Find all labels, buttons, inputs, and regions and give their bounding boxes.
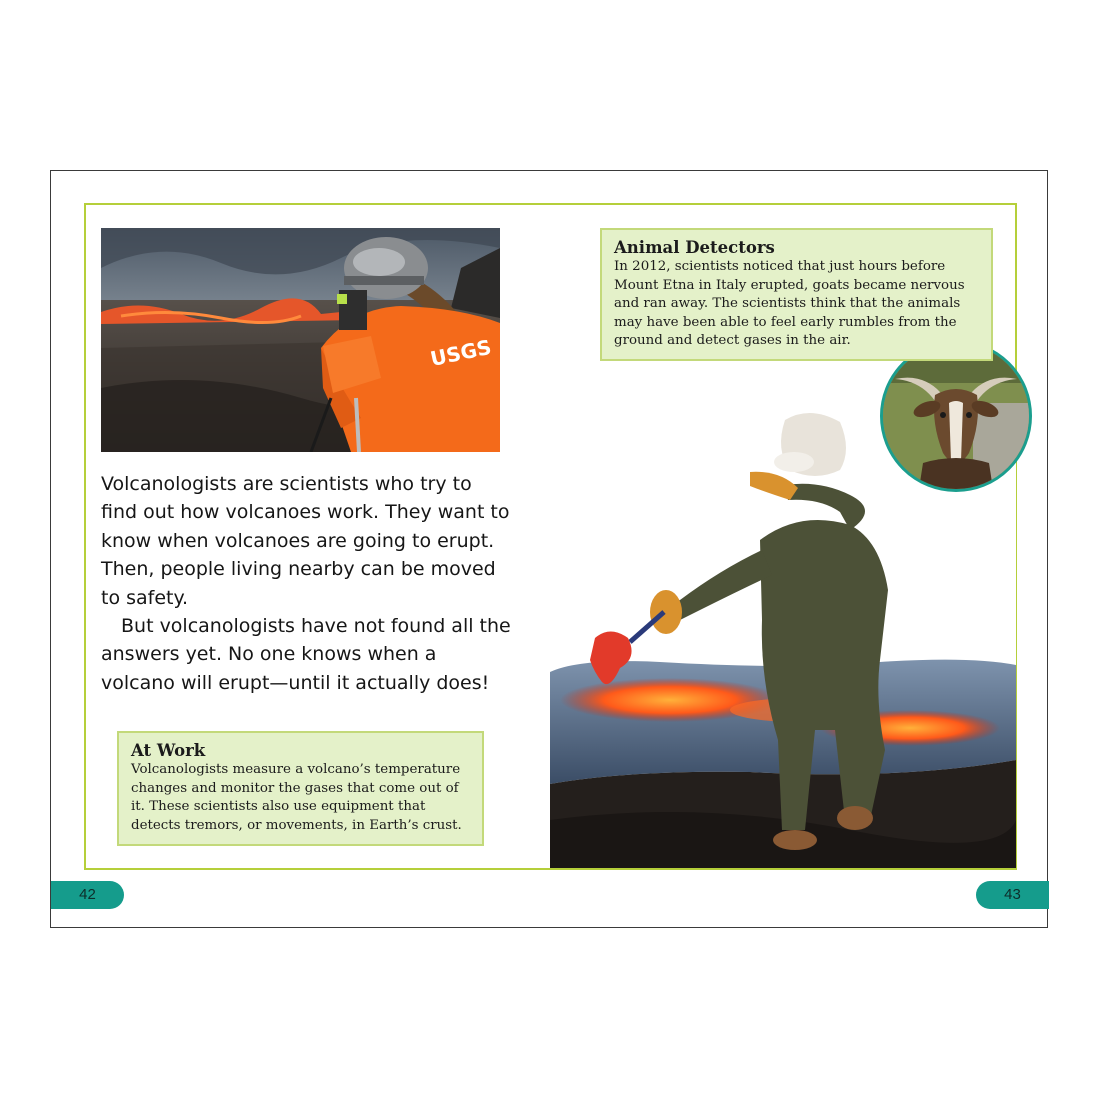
sidebar-animal-detectors (600, 228, 993, 361)
photo-volcanologist-camera (101, 228, 500, 452)
sidebar-animal-text: In 2012, scientists noticed that just hours before Mount Etna in Italy erupted, goats became nervous and ran away. The scientists think that the animals may have been able to feel early rumbles from the ground and detect gases in the air. (614, 259, 965, 349)
main-paragraph-1: Volcanologists are scientists who try to find out how volcanoes work. They want to know when volcanoes are going to erupt. Then, people living nearby can be moved to safety. (101, 473, 510, 609)
page-number-left: 42 (51, 881, 124, 909)
main-paragraph-2: But volcanologists have not found all the answers yet. No one knows when a volcano will erupt—until it actually does! (101, 615, 511, 694)
sidebar-work-title: At Work (131, 741, 206, 760)
shirt-logo-text: USGS (428, 334, 494, 372)
main-text (101, 470, 511, 697)
sidebar-at-work (117, 731, 484, 846)
sidebar-animal-title: Animal Detectors (614, 238, 775, 257)
sidebar-work-text: Volcanologists measure a volcano’s temperature changes and monitor the gases that come out of it. These scientists also use equipment that detects tremors, or movements, in Earth’s crust. (131, 762, 462, 833)
photo-goat (880, 340, 1032, 492)
page-number-right: 43 (976, 881, 1049, 909)
